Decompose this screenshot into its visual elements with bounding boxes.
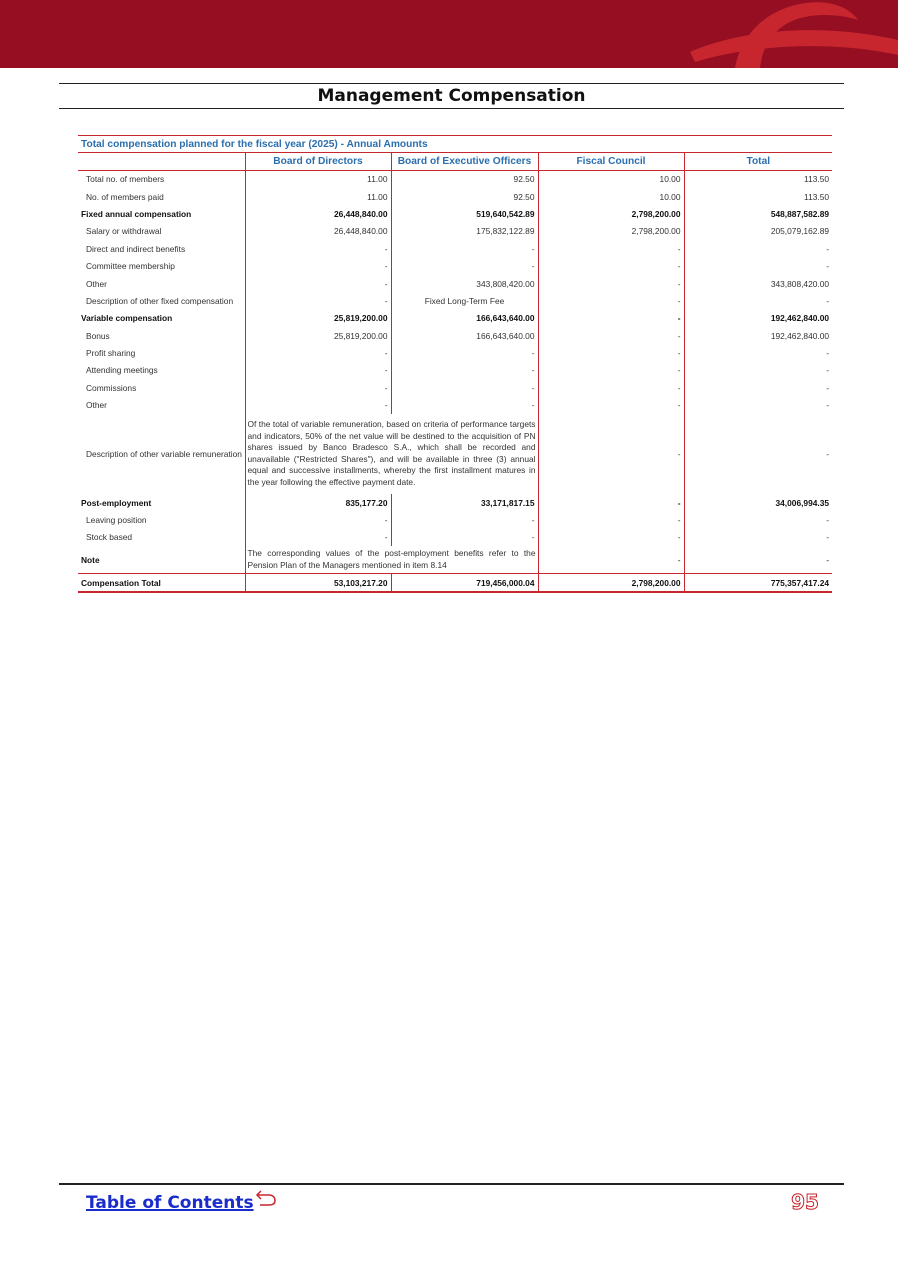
cell: - xyxy=(538,379,684,396)
col-board-directors: Board of Directors xyxy=(245,153,391,171)
table-row xyxy=(78,310,832,327)
row-label: Attending meetings xyxy=(86,365,158,376)
cell: - xyxy=(538,397,684,414)
cell: - xyxy=(538,327,684,344)
footer-rule xyxy=(59,1183,844,1185)
corner-cell xyxy=(78,153,245,171)
table-row xyxy=(78,275,832,292)
cell: - xyxy=(538,275,684,292)
cell: 519,640,542.89 xyxy=(391,205,538,222)
table-row xyxy=(78,223,832,240)
cell: - xyxy=(684,529,832,546)
cell: - xyxy=(538,240,684,257)
row-label: Stock based xyxy=(86,532,133,543)
row-label: Post-employment xyxy=(81,497,152,508)
row-label: Commissions xyxy=(86,382,137,393)
cell: - xyxy=(245,529,391,546)
cell: - xyxy=(245,344,391,361)
title-rule-bottom xyxy=(59,108,844,109)
cell: - xyxy=(391,379,538,396)
note-cell: The corresponding values of the post-employment benefits refer to the Pension Plan of the Managers mentioned in item 8.14 xyxy=(245,546,538,574)
cell: 11.00 xyxy=(245,188,391,205)
cell: 2,798,200.00 xyxy=(538,205,684,222)
cell: 11.00 xyxy=(245,171,391,188)
cell: 113.50 xyxy=(684,171,832,188)
table-row xyxy=(78,529,832,546)
bradesco-logo-icon xyxy=(0,0,898,68)
table-row xyxy=(78,379,832,396)
cell: 92.50 xyxy=(391,188,538,205)
page-number: 95 xyxy=(791,1190,819,1214)
cell: - xyxy=(684,292,832,309)
cell: - xyxy=(391,397,538,414)
cell: 2,798,200.00 xyxy=(538,223,684,240)
cell: - xyxy=(684,344,832,361)
row-label: Bonus xyxy=(86,330,110,341)
cell: 192,462,840.00 xyxy=(684,327,832,344)
cell: 26,448,840.00 xyxy=(245,205,391,222)
cell: - xyxy=(391,529,538,546)
row-label: Total no. of members xyxy=(86,174,165,185)
table-of-contents-link[interactable]: Table of Contents xyxy=(86,1193,254,1213)
cell: - xyxy=(538,414,684,494)
table-row-total xyxy=(78,574,832,593)
cell: 343,808,420.00 xyxy=(684,275,832,292)
cell: - xyxy=(391,344,538,361)
cell: 719,456,000.04 xyxy=(391,574,538,593)
cell: - xyxy=(245,362,391,379)
cell: 10.00 xyxy=(538,188,684,205)
col-fiscal-council: Fiscal Council xyxy=(538,153,684,171)
cell: 166,643,640.00 xyxy=(391,327,538,344)
cell: - xyxy=(684,546,832,574)
cell: - xyxy=(245,397,391,414)
cell: - xyxy=(245,240,391,257)
cell: - xyxy=(245,275,391,292)
row-label: Committee membership xyxy=(86,261,175,272)
row-label: Description of other variable remuneration xyxy=(86,448,242,459)
table-row xyxy=(78,414,832,494)
cell: Fixed Long-Term Fee xyxy=(391,292,538,309)
cell: - xyxy=(684,397,832,414)
table-row xyxy=(78,546,832,574)
cell: - xyxy=(245,511,391,528)
row-label: Compensation Total xyxy=(78,574,245,593)
header-band xyxy=(0,0,898,68)
cell: - xyxy=(391,240,538,257)
cell: - xyxy=(538,546,684,574)
cell: - xyxy=(684,511,832,528)
cell: 548,887,582.89 xyxy=(684,205,832,222)
cell: 26,448,840.00 xyxy=(245,223,391,240)
cell: 175,832,122.89 xyxy=(391,223,538,240)
cell: - xyxy=(538,344,684,361)
cell: 343,808,420.00 xyxy=(391,275,538,292)
cell: - xyxy=(684,362,832,379)
cell: - xyxy=(245,257,391,274)
cell: - xyxy=(245,379,391,396)
cell: - xyxy=(684,257,832,274)
row-label: Direct and indirect benefits xyxy=(86,243,186,254)
cell: - xyxy=(245,292,391,309)
col-total: Total xyxy=(684,153,832,171)
cell: 25,819,200.00 xyxy=(245,327,391,344)
row-label: Fixed annual compensation xyxy=(81,208,192,219)
cell: 113.50 xyxy=(684,188,832,205)
cell: - xyxy=(684,240,832,257)
cell: 2,798,200.00 xyxy=(538,574,684,593)
table-row xyxy=(78,257,832,274)
page-title: Management Compensation xyxy=(317,86,586,106)
cell: - xyxy=(538,310,684,327)
cell: 192,462,840.00 xyxy=(684,310,832,327)
row-label: No. of members paid xyxy=(86,191,164,202)
cell: - xyxy=(538,529,684,546)
table-row xyxy=(78,327,832,344)
description-cell: Of the total of variable remuneration, based on criteria of performance targets and indicators, 50% of the net value will be destined to the acquisition of PN shares issued by Banco Bradesco S.A., which shall be recorded and unavailable ("Restricted Shares"), and will be available in three (3) annual equal and successive installments, whereby the first installment matures in the year following the effective payment date. xyxy=(245,414,538,494)
cell: - xyxy=(538,494,684,511)
cell: 10.00 xyxy=(538,171,684,188)
cell: 92.50 xyxy=(391,171,538,188)
cell: - xyxy=(391,511,538,528)
row-label: Other xyxy=(86,400,107,411)
cell: 166,643,640.00 xyxy=(391,310,538,327)
table-row xyxy=(78,292,832,309)
cell: - xyxy=(684,379,832,396)
table-row xyxy=(78,362,832,379)
cell: - xyxy=(538,257,684,274)
table-caption: Total compensation planned for the fiscal year (2025) - Annual Amounts xyxy=(78,136,832,153)
row-label: Other xyxy=(86,278,107,289)
table-row xyxy=(78,240,832,257)
table-row xyxy=(78,188,832,205)
table-row xyxy=(78,205,832,222)
cell: 33,171,817.15 xyxy=(391,494,538,511)
row-label: Profit sharing xyxy=(86,348,136,359)
cell: - xyxy=(391,362,538,379)
cell: 25,819,200.00 xyxy=(245,310,391,327)
row-label: Note xyxy=(81,554,100,565)
cell: 205,079,162.89 xyxy=(684,223,832,240)
cell: 34,006,994.35 xyxy=(684,494,832,511)
compensation-table xyxy=(78,135,832,593)
row-label: Leaving position xyxy=(86,515,147,526)
cell: - xyxy=(391,257,538,274)
cell: 775,357,417.24 xyxy=(684,574,832,593)
cell: - xyxy=(538,511,684,528)
row-label: Variable compensation xyxy=(81,313,173,324)
row-label: Salary or withdrawal xyxy=(86,226,162,237)
table-row xyxy=(78,511,832,528)
table-row xyxy=(78,494,832,511)
col-executive-officers: Board of Executive Officers xyxy=(391,153,538,171)
cell: - xyxy=(684,414,832,494)
table-row xyxy=(78,344,832,361)
cell: - xyxy=(538,292,684,309)
cell: 53,103,217.20 xyxy=(245,574,391,593)
cell: - xyxy=(538,362,684,379)
table-row xyxy=(78,171,832,188)
row-label: Description of other fixed compensation xyxy=(86,295,234,306)
cell: 835,177.20 xyxy=(245,494,391,511)
table-row xyxy=(78,397,832,414)
return-arrow-icon[interactable] xyxy=(255,1188,277,1213)
